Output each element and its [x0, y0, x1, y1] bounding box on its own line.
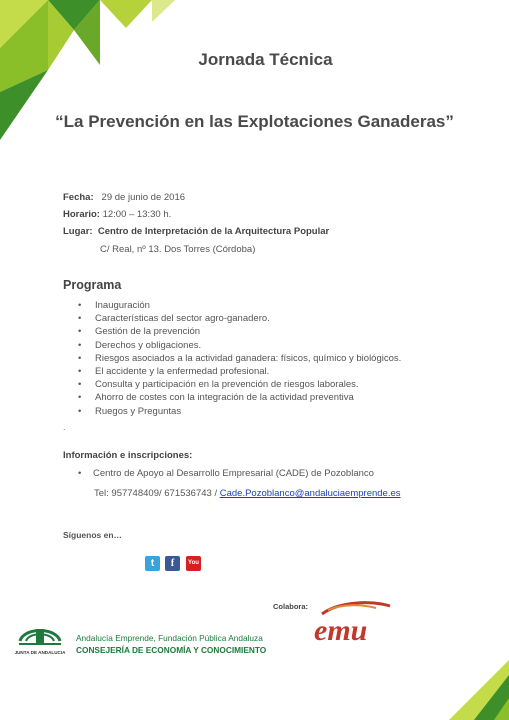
twitter-icon[interactable]: t — [145, 556, 160, 571]
lugar-row — [63, 226, 329, 237]
emu-logo — [308, 600, 414, 648]
cade-center-text: Centro de Apoyo al Desarrollo Empresarial (CADE) de Pozoblanco — [93, 468, 374, 479]
separator-dot: . — [63, 422, 66, 432]
list-item: • Ahorro de costes con la integración de la actividad preventiva — [78, 391, 401, 404]
list-item: • Ruegos y Preguntas — [78, 405, 401, 418]
fecha-label: Fecha: — [63, 192, 94, 203]
corner-decoration-bottom-right — [439, 660, 509, 720]
lugar-label: Lugar: — [63, 226, 93, 237]
lugar-value: Centro de Interpretación de la Arquitectura Popular — [97, 226, 330, 237]
list-item: • Características del sector agro-ganadero. — [78, 312, 401, 325]
telefono: Tel: 957748409/ 671536743 / — [94, 488, 220, 499]
event-subtitle: “La Prevención en las Explotaciones Ganaderas” — [55, 112, 454, 131]
list-item: • Consulta y participación en la prevención de riesgos laborales. — [78, 378, 401, 391]
consejeria-line: CONSEJERÍA DE ECONOMÍA Y CONOCIMIENTO — [76, 645, 267, 655]
programa-list — [78, 299, 401, 418]
colabora-label: Colabora: — [273, 602, 309, 611]
contact-line — [94, 488, 401, 499]
horario-value: 12:00 – 13:30 h. — [102, 209, 172, 220]
fecha-value: 29 de junio de 2016 — [101, 192, 186, 203]
list-item: • Inauguración — [78, 299, 401, 312]
list-item: • El accidente y la enfermedad profesional. — [78, 365, 401, 378]
list-item: • Riesgos asociados a la actividad ganadera: físicos, químico y biológicos. — [78, 352, 401, 365]
list-item: • Derechos y obligaciones. — [78, 339, 401, 352]
programa-heading: Programa — [63, 278, 122, 292]
emu-logo-text: emu — [314, 614, 368, 647]
page-title: Jornada Técnica — [198, 50, 333, 69]
inscripciones-heading: Información e inscripciones: — [63, 450, 193, 461]
junta-andalucia-logo — [14, 619, 66, 657]
horario-label: Horario: — [63, 209, 100, 220]
email-link[interactable]: Cade.Pozoblanco@andaluciaemprende.es — [219, 488, 401, 499]
cade-center — [78, 468, 374, 479]
junta-logo-text: JUNTA DE ANDALUCIA — [14, 650, 66, 655]
youtube-icon[interactable]: You — [186, 556, 201, 571]
direccion: C/ Real, nº 13. Dos Torres (Córdoba) — [100, 244, 256, 255]
list-item: • Gestión de la prevención — [78, 325, 401, 338]
social-label: Síguenos en… — [63, 530, 123, 540]
org-line: Andalucía Emprende, Fundación Pública Andaluza — [76, 633, 263, 643]
fecha-row — [63, 192, 185, 203]
horario-row — [63, 209, 171, 220]
facebook-icon[interactable]: f — [165, 556, 180, 571]
